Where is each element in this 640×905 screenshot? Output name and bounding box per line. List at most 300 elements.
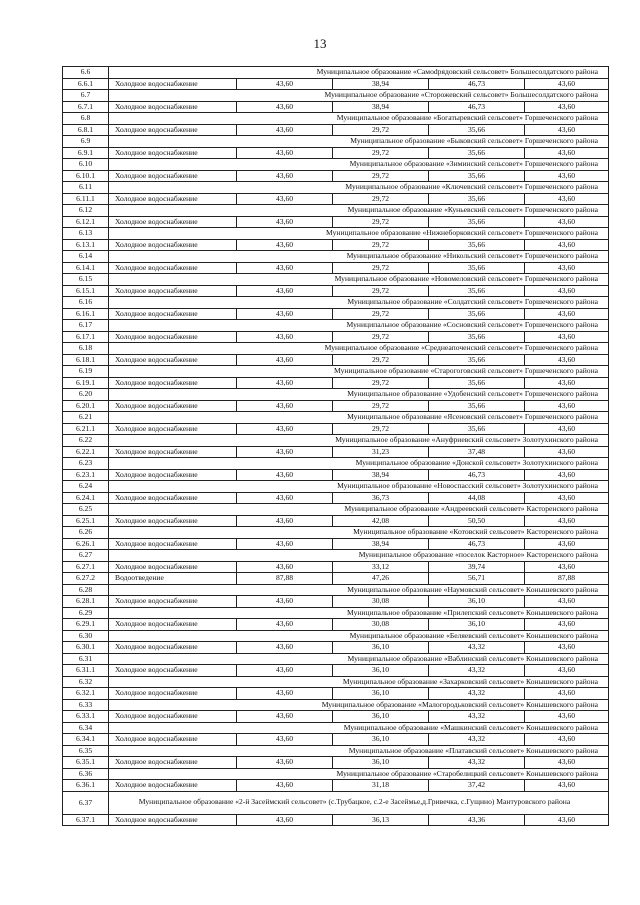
section-title: Муниципальное образование «Прилепский сельсовет» Конышевского района: [109, 607, 609, 619]
row-number: 6.33: [63, 699, 109, 711]
value-cell: 36,10: [333, 688, 429, 700]
section-row: [63, 745, 609, 757]
value-cell: 43,60: [237, 400, 333, 412]
value-cell: 29,72: [333, 400, 429, 412]
value-cell: 29,72: [333, 216, 429, 228]
value-cell: 35,66: [429, 377, 525, 389]
table-row: [63, 170, 609, 182]
row-number: 6.20: [63, 389, 109, 401]
row-number: 6.7: [63, 90, 109, 102]
value-cell: 43,60: [525, 331, 609, 343]
value-cell: 43,60: [525, 124, 609, 136]
value-cell: 38,94: [333, 469, 429, 481]
value-cell: 43,60: [525, 711, 609, 723]
row-number: 6.22.1: [63, 446, 109, 458]
section-title: Муниципальное образование «Никольский сельсовет» Горшеченского района: [109, 251, 609, 263]
section-title: Муниципальное образование «Быковский сельсовет» Горшеченского района: [109, 136, 609, 148]
value-cell: 43,60: [525, 78, 609, 90]
value-cell: 38,94: [333, 538, 429, 550]
value-cell: 43,60: [525, 400, 609, 412]
value-cell: 43,60: [525, 170, 609, 182]
row-number: 6.24: [63, 481, 109, 493]
row-number: 6.24.1: [63, 492, 109, 504]
service-name: Холодное водоснабжение: [109, 101, 237, 113]
section-row: [63, 90, 609, 102]
section-title: Муниципальное образование «Платавский сельсовет» Конышевского района: [109, 745, 609, 757]
table-row: [63, 354, 609, 366]
value-cell: 43,60: [525, 642, 609, 654]
row-number: 6.34: [63, 722, 109, 734]
value-cell: 43,60: [525, 101, 609, 113]
table-row: [63, 734, 609, 746]
value-cell: 29,72: [333, 170, 429, 182]
value-cell: 46,73: [429, 469, 525, 481]
service-name: Холодное водоснабжение: [109, 308, 237, 320]
value-cell: 35,66: [429, 331, 525, 343]
value-cell: 43,60: [525, 688, 609, 700]
value-cell: 38,94: [333, 78, 429, 90]
section-row: [63, 389, 609, 401]
value-cell: 43,36: [429, 814, 525, 826]
row-number: 6.13.1: [63, 239, 109, 251]
row-number: 6.19: [63, 366, 109, 378]
value-cell: 43,60: [237, 262, 333, 274]
value-cell: 43,32: [429, 642, 525, 654]
value-cell: 43,60: [237, 78, 333, 90]
section-title: Муниципальное образование «Солдатский сельсовет» Горшеченского района: [109, 297, 609, 309]
value-cell: 43,60: [525, 239, 609, 251]
value-cell: 37,42: [429, 780, 525, 792]
value-cell: 29,72: [333, 354, 429, 366]
value-cell: 43,60: [525, 469, 609, 481]
value-cell: 43,60: [237, 193, 333, 205]
section-row: [63, 113, 609, 125]
section-row: [63, 320, 609, 332]
section-title: Муниципальное образование «Самоdрядовский сельсовет» Большесолдатского района: [109, 67, 609, 79]
section-row: [63, 67, 609, 79]
section-title: Муниципальное образование «Среднеапоченский сельсовет» Горшеченского района: [109, 343, 609, 355]
value-cell: 36,10: [333, 642, 429, 654]
value-cell: 56,71: [429, 573, 525, 585]
table-row: [63, 331, 609, 343]
row-number: 6.21.1: [63, 423, 109, 435]
value-cell: 36,10: [333, 665, 429, 677]
value-cell: 35,66: [429, 239, 525, 251]
service-name: Холодное водоснабжение: [109, 814, 237, 826]
value-cell: 46,73: [429, 101, 525, 113]
value-cell: 36,10: [333, 711, 429, 723]
value-cell: 46,73: [429, 78, 525, 90]
tariff-table-body: [63, 67, 609, 826]
section-row: [63, 274, 609, 286]
value-cell: 43,60: [525, 147, 609, 159]
table-row: [63, 711, 609, 723]
table-row: [63, 573, 609, 585]
table-row: [63, 642, 609, 654]
table-row: [63, 619, 609, 631]
table-row: [63, 78, 609, 90]
row-number: 6.15.1: [63, 285, 109, 297]
section-row: [63, 791, 609, 814]
value-cell: 29,72: [333, 377, 429, 389]
row-number: 6.11.1: [63, 193, 109, 205]
table-row: [63, 561, 609, 573]
value-cell: 43,60: [237, 331, 333, 343]
section-row: [63, 435, 609, 447]
section-title: Муниципальное образование «поселок Касторное» Касторенского района: [109, 550, 609, 562]
row-number: 6.37.1: [63, 814, 109, 826]
service-name: Холодное водоснабжение: [109, 469, 237, 481]
service-name: Холодное водоснабжение: [109, 515, 237, 527]
section-title: Муниципальное образование «Котовский сельсовет» Касторенского района: [109, 527, 609, 539]
value-cell: 50,50: [429, 515, 525, 527]
service-name: Холодное водоснабжение: [109, 538, 237, 550]
service-name: Холодное водоснабжение: [109, 216, 237, 228]
section-title: Муниципальное образование «Наумовский сельсовет» Конышевского района: [109, 584, 609, 596]
section-row: [63, 653, 609, 665]
value-cell: 38,94: [333, 101, 429, 113]
section-row: [63, 768, 609, 780]
value-cell: 44,08: [429, 492, 525, 504]
service-name: Холодное водоснабжение: [109, 596, 237, 608]
section-row: [63, 297, 609, 309]
value-cell: 43,60: [525, 538, 609, 550]
value-cell: 29,72: [333, 124, 429, 136]
value-cell: 43,60: [525, 780, 609, 792]
value-cell: 43,60: [237, 377, 333, 389]
table-row: [63, 262, 609, 274]
value-cell: 43,60: [525, 285, 609, 297]
row-number: 6.27.1: [63, 561, 109, 573]
table-row: [63, 757, 609, 769]
value-cell: 43,60: [237, 596, 333, 608]
value-cell: 43,60: [237, 492, 333, 504]
value-cell: 43,32: [429, 734, 525, 746]
value-cell: 43,60: [525, 193, 609, 205]
section-title: Муниципальное образование «Малогородьковский сельсовет» Конышевского района: [109, 699, 609, 711]
value-cell: 43,60: [525, 619, 609, 631]
section-title: Муниципальное образование «Донской сельсовет» Золотухинского района: [109, 458, 609, 470]
table-row: [63, 538, 609, 550]
row-number: 6.23.1: [63, 469, 109, 481]
value-cell: 43,60: [525, 377, 609, 389]
section-title: Муниципальное образование «Сторожевский сельсовет» Большесолдатского района: [109, 90, 609, 102]
row-number: 6.16.1: [63, 308, 109, 320]
value-cell: 43,32: [429, 757, 525, 769]
value-cell: 43,60: [525, 308, 609, 320]
value-cell: 43,32: [429, 665, 525, 677]
table-row: [63, 446, 609, 458]
value-cell: 43,60: [525, 262, 609, 274]
section-title: Муниципальное образование «Нижнеборковский сельсовет» Горшеченского района: [109, 228, 609, 240]
section-row: [63, 205, 609, 217]
section-title: Муниципальное образование «Богатыревский сельсовет» Горшеченского района: [109, 113, 609, 125]
row-number: 6.9: [63, 136, 109, 148]
section-row: [63, 412, 609, 424]
page-number: 13: [313, 36, 327, 51]
section-title: Муниципальное образование «Старобелицкий сельсовет» Конышевского района: [109, 768, 609, 780]
table-row: [63, 124, 609, 136]
row-number: 6.17: [63, 320, 109, 332]
section-row: [63, 699, 609, 711]
value-cell: 29,72: [333, 331, 429, 343]
table-row: [63, 239, 609, 251]
row-number: 6.33.1: [63, 711, 109, 723]
row-number: 6.29: [63, 607, 109, 619]
value-cell: 43,60: [525, 216, 609, 228]
value-cell: 43,32: [429, 711, 525, 723]
row-number: 6.35.1: [63, 757, 109, 769]
section-title: Муниципальное образование «Удобенский сельсовет» Горшеченского района: [109, 389, 609, 401]
value-cell: 43,60: [237, 124, 333, 136]
value-cell: 29,72: [333, 308, 429, 320]
value-cell: 43,60: [525, 757, 609, 769]
value-cell: 31,23: [333, 446, 429, 458]
value-cell: 43,60: [525, 734, 609, 746]
row-number: 6.14.1: [63, 262, 109, 274]
value-cell: 43,60: [237, 642, 333, 654]
service-name: Холодное водоснабжение: [109, 377, 237, 389]
value-cell: 87,88: [525, 573, 609, 585]
value-cell: 36,10: [429, 619, 525, 631]
row-number: 6.30: [63, 630, 109, 642]
row-number: 6.10: [63, 159, 109, 171]
row-number: 6.12: [63, 205, 109, 217]
section-title: Муниципальное образование «Зиминский сельсовет» Горшеченского района: [109, 159, 609, 171]
value-cell: 43,60: [525, 515, 609, 527]
section-row: [63, 458, 609, 470]
value-cell: 35,66: [429, 262, 525, 274]
service-name: Холодное водоснабжение: [109, 239, 237, 251]
row-number: 6.31.1: [63, 665, 109, 677]
row-number: 6.6: [63, 67, 109, 79]
table-row: [63, 101, 609, 113]
value-cell: 43,60: [237, 423, 333, 435]
value-cell: 43,60: [237, 216, 333, 228]
row-number: 6.31: [63, 653, 109, 665]
section-row: [63, 182, 609, 194]
section-row: [63, 228, 609, 240]
section-row: [63, 550, 609, 562]
value-cell: 36,10: [429, 596, 525, 608]
table-row: [63, 665, 609, 677]
row-number: 6.26: [63, 527, 109, 539]
section-title: Муниципальное образование «Новоспасский сельсовет» Золотухинского района: [109, 481, 609, 493]
service-name: Холодное водоснабжение: [109, 711, 237, 723]
value-cell: 35,66: [429, 423, 525, 435]
table-row: [63, 308, 609, 320]
value-cell: 43,60: [237, 538, 333, 550]
value-cell: 35,66: [429, 193, 525, 205]
section-title: Муниципальное образование «Ясеновский сельсовет» Горшеченского района: [109, 412, 609, 424]
value-cell: 42,08: [333, 515, 429, 527]
section-row: [63, 630, 609, 642]
service-name: Холодное водоснабжение: [109, 642, 237, 654]
section-title: Муниципальное образование «Сосновский сельсовет» Горшеченского района: [109, 320, 609, 332]
row-number: 6.25: [63, 504, 109, 516]
service-name: Холодное водоснабжение: [109, 561, 237, 573]
row-number: 6.26.1: [63, 538, 109, 550]
service-name: Холодное водоснабжение: [109, 492, 237, 504]
row-number: 6.30.1: [63, 642, 109, 654]
service-name: Холодное водоснабжение: [109, 170, 237, 182]
value-cell: 43,60: [237, 711, 333, 723]
row-number: 6.28: [63, 584, 109, 596]
value-cell: 43,60: [237, 469, 333, 481]
section-row: [63, 504, 609, 516]
section-row: [63, 527, 609, 539]
row-number: 6.27.2: [63, 573, 109, 585]
tariff-table: [62, 66, 609, 826]
section-row: [63, 722, 609, 734]
table-row: [63, 400, 609, 412]
value-cell: 43,60: [525, 814, 609, 826]
row-number: 6.28.1: [63, 596, 109, 608]
value-cell: 35,66: [429, 308, 525, 320]
section-row: [63, 676, 609, 688]
service-name: Холодное водоснабжение: [109, 423, 237, 435]
section-row: [63, 607, 609, 619]
row-number: 6.14: [63, 251, 109, 263]
value-cell: 46,73: [429, 538, 525, 550]
section-title: Муниципальное образование «Куньевский сельсовет» Горшеченского района: [109, 205, 609, 217]
table-row: [63, 377, 609, 389]
table-row: [63, 688, 609, 700]
service-name: Водоотведение: [109, 573, 237, 585]
service-name: Холодное водоснабжение: [109, 124, 237, 136]
value-cell: 36,13: [333, 814, 429, 826]
value-cell: 35,66: [429, 400, 525, 412]
table-row: [63, 515, 609, 527]
section-title: Муниципальное образование «Ануфриевский сельсовет» Золотухинского района: [109, 435, 609, 447]
value-cell: 87,88: [237, 573, 333, 585]
value-cell: 43,60: [237, 170, 333, 182]
service-name: Холодное водоснабжение: [109, 757, 237, 769]
value-cell: 33,12: [333, 561, 429, 573]
service-name: Холодное водоснабжение: [109, 193, 237, 205]
value-cell: 43,60: [237, 780, 333, 792]
value-cell: 43,60: [237, 446, 333, 458]
value-cell: 31,18: [333, 780, 429, 792]
row-number: 6.18: [63, 343, 109, 355]
value-cell: 43,60: [237, 101, 333, 113]
row-number: 6.23: [63, 458, 109, 470]
row-number: 6.15: [63, 274, 109, 286]
section-row: [63, 584, 609, 596]
section-row: [63, 159, 609, 171]
section-row: [63, 481, 609, 493]
value-cell: 43,60: [525, 492, 609, 504]
value-cell: 43,32: [429, 688, 525, 700]
service-name: Холодное водоснабжение: [109, 285, 237, 297]
row-number: 6.21: [63, 412, 109, 424]
value-cell: 43,60: [237, 665, 333, 677]
value-cell: 43,60: [525, 423, 609, 435]
value-cell: 29,72: [333, 423, 429, 435]
row-number: 6.6.1: [63, 78, 109, 90]
value-cell: 43,60: [525, 561, 609, 573]
value-cell: 37,48: [429, 446, 525, 458]
value-cell: 43,60: [237, 688, 333, 700]
value-cell: 43,60: [237, 308, 333, 320]
row-number: 6.34.1: [63, 734, 109, 746]
value-cell: 43,60: [237, 619, 333, 631]
table-row: [63, 216, 609, 228]
service-name: Холодное водоснабжение: [109, 780, 237, 792]
section-row: [63, 343, 609, 355]
row-number: 6.13: [63, 228, 109, 240]
value-cell: 43,60: [237, 239, 333, 251]
value-cell: 29,72: [333, 239, 429, 251]
value-cell: 43,60: [237, 734, 333, 746]
row-number: 6.36.1: [63, 780, 109, 792]
value-cell: 30,08: [333, 619, 429, 631]
value-cell: 43,60: [237, 285, 333, 297]
value-cell: 29,72: [333, 285, 429, 297]
service-name: Холодное водоснабжение: [109, 400, 237, 412]
section-title: Муниципальное образование «Захарковский сельсовет» Конышевского района: [109, 676, 609, 688]
value-cell: 43,60: [525, 596, 609, 608]
row-number: 6.29.1: [63, 619, 109, 631]
value-cell: 36,73: [333, 492, 429, 504]
section-row: [63, 251, 609, 263]
service-name: Холодное водоснабжение: [109, 619, 237, 631]
row-number: 6.32.1: [63, 688, 109, 700]
row-number: 6.9.1: [63, 147, 109, 159]
row-number: 6.12.1: [63, 216, 109, 228]
service-name: Холодное водоснабжение: [109, 354, 237, 366]
value-cell: 43,60: [237, 757, 333, 769]
table-row: [63, 147, 609, 159]
table-row: [63, 285, 609, 297]
table-row: [63, 814, 609, 826]
section-title: Муниципальное образование «Ключевский сельсовет» Горшеченского района: [109, 182, 609, 194]
service-name: Холодное водоснабжение: [109, 147, 237, 159]
value-cell: 30,08: [333, 596, 429, 608]
value-cell: 35,66: [429, 285, 525, 297]
table-row: [63, 469, 609, 481]
row-number: 6.8.1: [63, 124, 109, 136]
row-number: 6.32: [63, 676, 109, 688]
row-number: 6.19.1: [63, 377, 109, 389]
service-name: Холодное водоснабжение: [109, 262, 237, 274]
table-row: [63, 423, 609, 435]
value-cell: 36,10: [333, 757, 429, 769]
value-cell: 43,60: [237, 814, 333, 826]
value-cell: 35,66: [429, 216, 525, 228]
section-title: Муниципальное образование «Машкинский сельсовет» Конышевского района: [109, 722, 609, 734]
table-row: [63, 492, 609, 504]
service-name: Холодное водоснабжение: [109, 688, 237, 700]
value-cell: 36,10: [333, 734, 429, 746]
row-number: 6.27: [63, 550, 109, 562]
row-number: 6.18.1: [63, 354, 109, 366]
service-name: Холодное водоснабжение: [109, 665, 237, 677]
table-row: [63, 780, 609, 792]
value-cell: 43,60: [525, 665, 609, 677]
value-cell: 35,66: [429, 354, 525, 366]
row-number: 6.17.1: [63, 331, 109, 343]
row-number: 6.20.1: [63, 400, 109, 412]
section-title: Муниципальное образование «Андреевский сельсовет» Касторенского района: [109, 504, 609, 516]
section-row: [63, 136, 609, 148]
row-number: 6.25.1: [63, 515, 109, 527]
row-number: 6.10.1: [63, 170, 109, 182]
section-title: Муниципальное образование «Новомеловский сельсовет» Горшеченского района: [109, 274, 609, 286]
row-number: 6.8: [63, 113, 109, 125]
value-cell: 29,72: [333, 193, 429, 205]
table-row: [63, 193, 609, 205]
